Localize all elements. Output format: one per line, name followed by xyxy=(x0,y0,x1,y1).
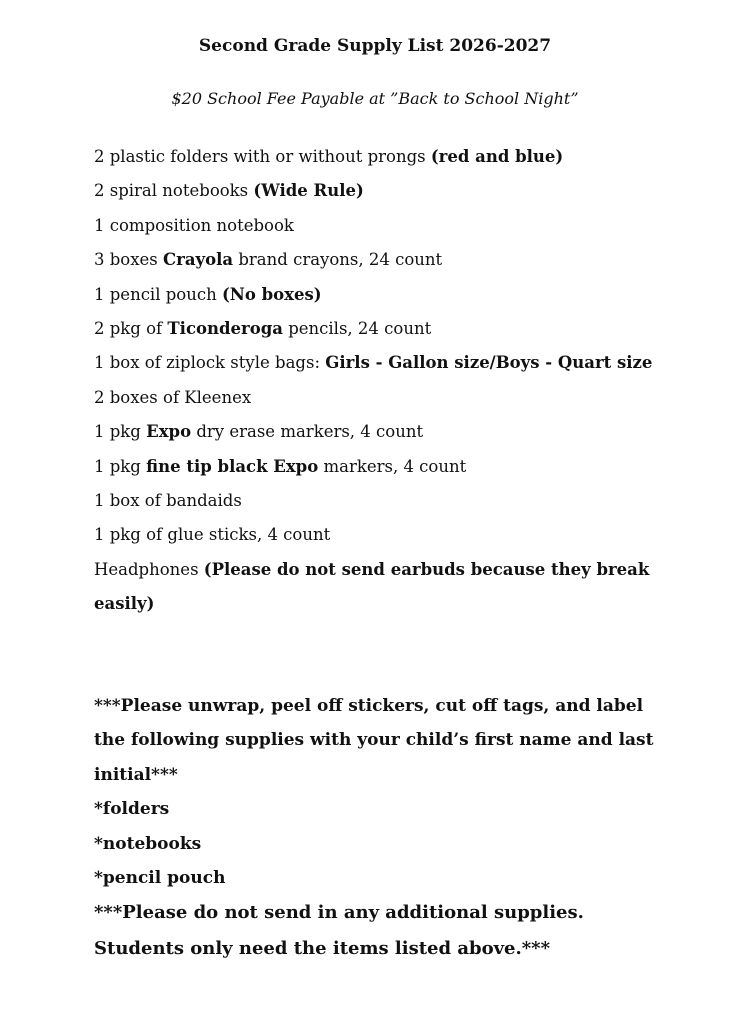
list-item: 1 pencil pouch (No boxes) xyxy=(94,284,322,304)
label-item: *folders xyxy=(94,799,170,820)
label-item: *notebooks xyxy=(94,833,202,854)
list-item: 1 box of ziplock style bags: Girls - Gallon size/Boys - Quart size xyxy=(94,353,653,373)
list-item: 3 boxes Crayola brand crayons, 24 count xyxy=(94,250,443,270)
list-item: 1 pkg of glue sticks, 4 count xyxy=(94,525,331,545)
list-item: 1 composition notebook xyxy=(94,215,294,235)
final-note-block xyxy=(94,895,664,967)
school-fee-note: $20 School Fee Payable at ”Back to School Night” xyxy=(171,89,579,108)
list-item: 1 pkg fine tip black Expo markers, 4 count xyxy=(94,456,467,476)
list-item: 2 pkg of Ticonderoga pencils, 24 count xyxy=(94,319,432,339)
list-item: 2 boxes of Kleenex xyxy=(94,387,252,407)
list-item: 2 plastic folders with or without prongs (red and blue) xyxy=(94,147,564,166)
label-note: ***Please unwrap, peel off stickers, cut off tags, and label the following supplies with your child’s first name and last initial*** xyxy=(94,696,654,785)
list-item: 1 pkg Expo dry erase markers, 4 count xyxy=(94,422,424,442)
list-item: 1 box of bandaids xyxy=(94,491,242,511)
label-item: *pencil pouch xyxy=(94,868,226,889)
label-instructions xyxy=(94,689,664,895)
final-note: ***Please do not send in any additional supplies. Students only need the items listed above.*** xyxy=(94,902,584,959)
list-item: 2 spiral notebooks (Wide Rule) xyxy=(94,181,364,201)
page-title: Second Grade Supply List 2026-2027 xyxy=(198,36,552,56)
supply-list xyxy=(94,140,664,622)
list-item: Headphones (Please do not send earbuds because they break easily) xyxy=(94,559,650,614)
